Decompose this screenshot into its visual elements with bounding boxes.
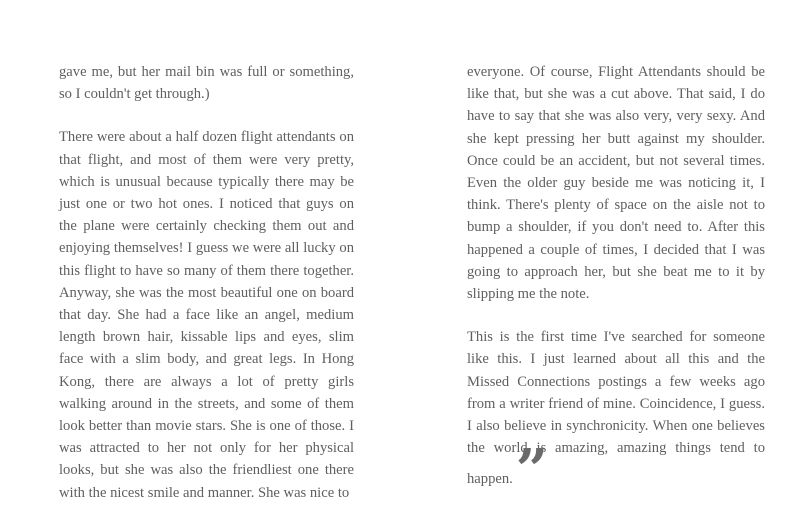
body-paragraph-last [467,326,765,504]
body-paragraph-text: This is the first time I've searched for someone like this. I just learned about all this and the Missed Connections postings a few weeks ago from a writer friend of mine. Coincidence, I guess. I also believe in synchronicity. When one believes the world is amazing, amazing things tend to happen. [467,329,765,488]
right-text-column [467,61,765,504]
left-text-column [59,61,354,504]
body-paragraph: There were about a half dozen flight attendants on that flight, and most of them were very pretty, which is unusual because typically there may be just one or two hot ones. I noticed that guys on the plane were certainly checking them out and enjoying themselves! I guess we were all lucky on this flight to have so many of them there together. Anyway, she was the most beautiful one on board that day. She had a face like an angel, medium length brown hair, kissable lips and eyes, slim face with a slim body, and great legs. In Hong Kong, there are always a lot of pretty girls walking around in the streets, and some of them look better than movie stars. She is one of those. I was attracted to her not only for her physical looks, but she was also the friendliest one there with the nicest smile and manner. She was nice to [59,129,354,501]
body-paragraph: everyone. Of course, Flight Attendants should be like that, but she was a cut above. That said, I do have to say that she was also very, very sexy. And she kept pressing her butt against my shoulder. Once could be an accident, but not several times. Even the older guy beside me was noticing it, I think. There's plenty of space on the aisle not to bump a shoulder, if you don't need to. After this happened a couple of times, I decided that I was going to approach her, but she beat me to it by slipping me the note. [467,64,765,303]
body-paragraph: gave me, but her mail bin was full or something, so I couldn't get through.) [59,64,354,103]
closing-quote-icon: ” [515,437,546,504]
